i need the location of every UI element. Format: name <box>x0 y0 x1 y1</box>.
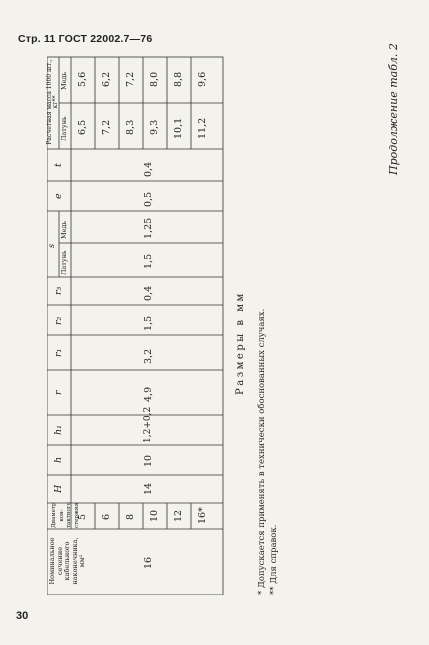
page-header: Стр. 11 ГОСТ 22002.7—76 <box>18 33 153 45</box>
cell-mass-copper: 8,0 <box>149 71 160 87</box>
col-mass-copper-header: Медь <box>60 71 68 90</box>
cell-section: 16 <box>143 556 154 569</box>
cell-mass-copper: 5,6 <box>77 71 88 87</box>
cell-r1: 3,2 <box>143 348 154 364</box>
cell-h: 10 <box>143 454 154 467</box>
col-mass-header: Расчетная масса 1000 шт., кг** <box>46 59 59 145</box>
col-H-header: H <box>53 484 64 493</box>
col-t-header: t <box>53 163 64 167</box>
col-r3-header: r₃ <box>53 286 64 295</box>
cell-diameter: 12 <box>173 509 184 522</box>
cell-diameter: 10 <box>149 509 160 522</box>
col-r1-header: r₁ <box>53 348 64 357</box>
cell-mass-copper: 7,2 <box>125 71 136 87</box>
col-s-header: s <box>47 243 56 248</box>
col-s-brass-header: Латунь <box>60 250 68 275</box>
cell-mass-brass: 6,5 <box>77 119 88 135</box>
cell-h1: 1,2+0,2 <box>143 406 153 443</box>
dimensions-caption: Размеры в мм <box>235 291 246 395</box>
col-diameter-header: Диаметр кон- тактного стержня <box>51 502 80 528</box>
cell-diameter: 6 <box>101 513 112 520</box>
cell-mass-brass: 9,3 <box>149 119 160 135</box>
page-number: 30 <box>16 610 29 622</box>
cell-mass-copper: 8,8 <box>173 71 184 87</box>
cell-r3: 0,4 <box>143 285 154 301</box>
cell-mass-brass: 11,2 <box>197 117 208 139</box>
col-s-copper-header: Медь <box>60 220 68 239</box>
footnote-1: * Допускается применять в технически обоснованных случаях. <box>257 308 267 595</box>
cell-diameter: 16* <box>197 507 208 524</box>
cell-diameter: 8 <box>125 513 136 520</box>
cell-t: 0,4 <box>143 161 154 177</box>
cell-s-copper: 1,25 <box>143 217 154 239</box>
cell-s-brass: 1,5 <box>143 253 154 269</box>
rotated-table-area <box>46 43 409 595</box>
col-e-header: e <box>53 193 64 199</box>
col-h1-header: h₁ <box>53 425 64 435</box>
col-r2-header: r₂ <box>53 316 64 325</box>
cell-mass-brass: 10,1 <box>173 117 184 139</box>
cell-e: 0,5 <box>143 191 154 207</box>
cell-mass-copper: 9,6 <box>197 71 208 87</box>
cell-diameter: 5 <box>77 513 88 520</box>
cell-mass-copper: 6,2 <box>101 71 112 87</box>
cell-mass-brass: 7,2 <box>101 119 112 135</box>
cell-H: 14 <box>143 482 154 495</box>
cell-mass-brass: 8,3 <box>125 119 136 135</box>
cell-r2: 1,5 <box>143 315 154 331</box>
continuation-title: Продолжение табл. 2 <box>387 43 400 175</box>
col-h-header: h <box>53 456 64 463</box>
col-mass-brass-header: Латунь <box>60 116 68 141</box>
cell-r: 4,9 <box>143 386 154 402</box>
col-section-header: Номинальное сечение кабельного наконечника, мм² <box>48 537 86 585</box>
col-r-header: r <box>53 390 64 395</box>
footnote-2: ** Для справок. <box>269 524 279 595</box>
